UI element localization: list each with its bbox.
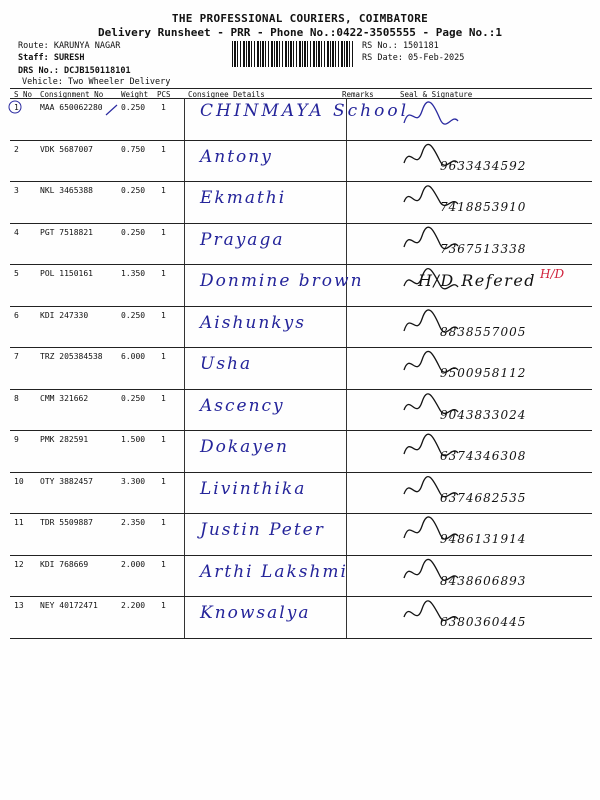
row-weight: 1.500 (121, 435, 146, 444)
row-pcs: 1 (161, 393, 166, 403)
row-rule (10, 638, 592, 639)
col-header-signature: Seal & Signature (400, 90, 473, 99)
consignee-name-handwritten: Ascency (200, 395, 285, 416)
row-sno: 9 (14, 435, 19, 444)
row-consignment-no: TRZ 205384538 (40, 352, 103, 361)
row-consignment-no: VDK 5687007 (40, 144, 93, 154)
handwritten-phone: 9633434592 (440, 158, 527, 173)
row-consignment-no: NEY 40172471 (40, 601, 98, 610)
row-consignment-no: MAA 650062280 (40, 103, 103, 112)
row-sno: 4 (14, 227, 19, 237)
row-sno: 6 (14, 310, 19, 320)
row-weight: 0.250 (121, 227, 146, 237)
runsheet-subtitle: Delivery Runsheet - PRR - Phone No.:0422-3505555 - Page No.:1 (98, 26, 502, 39)
row-weight: 0.250 (121, 103, 146, 112)
row-pcs: 1 (161, 476, 166, 486)
consignee-name-handwritten: Dokayen (200, 437, 289, 457)
vehicle-label: Vehicle: Two Wheeler Delivery (22, 77, 171, 87)
row-weight: 0.250 (121, 186, 146, 195)
row-consignment-no: POL 1150161 (40, 269, 93, 278)
red-remark-annotation: H/D (540, 267, 565, 281)
consignee-name-handwritten: Livinthika (200, 478, 307, 499)
handwritten-remark: H/D Refered (418, 271, 537, 290)
consignee-name-handwritten: Justin Peter (200, 520, 325, 540)
row-sno: 7 (14, 352, 19, 361)
table-row (0, 307, 600, 348)
row-sno: 8 (14, 393, 19, 403)
handwritten-phone: 7418853910 (440, 200, 527, 214)
row-sno: 11 (14, 518, 24, 527)
table-row (0, 597, 600, 638)
consignee-name-handwritten: Donmine brown (200, 271, 364, 291)
row-consignment-no: TDR 5509887 (40, 518, 93, 527)
row-pcs: 1 (161, 352, 166, 361)
col-header-consignment: Consignment No (40, 90, 104, 99)
consignee-name-handwritten: Ekmathi (200, 188, 287, 208)
row-weight: 1.350 (121, 269, 146, 278)
row-weight: 2.200 (121, 601, 146, 610)
row-consignment-no: KDI 768669 (40, 559, 89, 569)
handwritten-phone: 6380360445 (440, 615, 527, 629)
row-consignment-no: NKL 3465388 (40, 186, 93, 195)
row-pcs: 1 (161, 144, 166, 154)
row-pcs: 1 (161, 518, 166, 527)
row-sno: 13 (14, 601, 24, 610)
consignee-name-handwritten: Antony (200, 146, 273, 167)
handwritten-phone: 8438606893 (440, 573, 527, 588)
row-consignment-no: PGT 7518821 (40, 227, 93, 237)
handwritten-phone: 9043833024 (440, 407, 527, 422)
handwritten-phone: 7367513338 (440, 241, 527, 256)
row-pcs: 1 (161, 435, 166, 444)
signature-scribble (400, 101, 460, 131)
table-row (0, 348, 600, 389)
table-row (0, 473, 600, 514)
handwritten-phone: 6374346308 (440, 449, 527, 463)
row-consignment-no: CMM 321662 (40, 393, 89, 403)
row-sno: 12 (14, 559, 24, 569)
row-consignment-no: KDI 247330 (40, 310, 89, 320)
table-row (0, 556, 600, 597)
consignee-name-handwritten: Prayaga (200, 229, 285, 250)
row-pcs: 1 (161, 559, 166, 569)
consignee-name-handwritten: Knowsalya (200, 603, 311, 623)
table-row (0, 514, 600, 555)
route-label: Route: KARUNYA NAGAR (18, 41, 121, 51)
row-pcs: 1 (161, 186, 166, 195)
handwritten-phone: 8838557005 (440, 324, 527, 339)
row-weight: 6.000 (121, 352, 146, 361)
row-pcs: 1 (161, 269, 166, 278)
row-sno: 5 (14, 269, 19, 278)
row-sno: 10 (14, 476, 24, 486)
table-row (0, 431, 600, 472)
consignee-name-handwritten: Aishunkys (200, 312, 306, 333)
rs-number: RS No.: 1501181 (362, 41, 439, 51)
table-row (0, 265, 600, 306)
row-weight: 3.300 (121, 476, 146, 486)
rs-date: RS Date: 05-Feb-2025 (362, 53, 465, 63)
row-weight: 0.750 (121, 144, 146, 154)
company-title: THE PROFESSIONAL COURIERS, COIMBATORE (171, 12, 429, 25)
consignee-name-handwritten: CHINMAYA School (200, 101, 410, 121)
row-pcs: 1 (161, 310, 166, 320)
col-header-weight: Weight (121, 90, 149, 99)
table-row (0, 390, 600, 431)
col-header-consignee: Consignee Details (188, 90, 265, 99)
consignee-name-handwritten: Usha (200, 354, 253, 374)
table-row (0, 182, 600, 223)
col-header-remarks: Remarks (342, 90, 374, 99)
table-row (0, 141, 600, 182)
row-pcs: 1 (161, 227, 166, 237)
row-sno: 2 (14, 144, 19, 154)
handwritten-phone: 6374682535 (440, 490, 527, 505)
staff-label: Staff: SURESH (18, 53, 85, 63)
row-sno: 3 (14, 186, 19, 195)
table-row (0, 224, 600, 265)
row-pcs: 1 (161, 601, 166, 610)
table-row (0, 99, 600, 140)
row-weight: 0.250 (121, 310, 146, 320)
consignee-name-handwritten: Arthi Lakshmi (200, 561, 348, 582)
row-sno: 1 (14, 103, 19, 112)
col-header-sno: S No (14, 90, 33, 99)
row-pcs: 1 (161, 103, 166, 112)
row-weight: 2.000 (121, 559, 146, 569)
header-top-rule (10, 88, 592, 89)
drs-number: DRS No.: DCJB150118101 (18, 66, 131, 76)
row-weight: 2.350 (121, 518, 146, 527)
row-consignment-no: PMK 282591 (40, 435, 89, 444)
col-header-pcs: PCS (157, 90, 171, 99)
row-consignment-no: OTY 3882457 (40, 476, 93, 486)
handwritten-phone: 9500958112 (440, 366, 527, 380)
handwritten-phone: 9486131914 (440, 532, 527, 546)
barcode (232, 41, 354, 67)
row-weight: 0.250 (121, 393, 146, 403)
